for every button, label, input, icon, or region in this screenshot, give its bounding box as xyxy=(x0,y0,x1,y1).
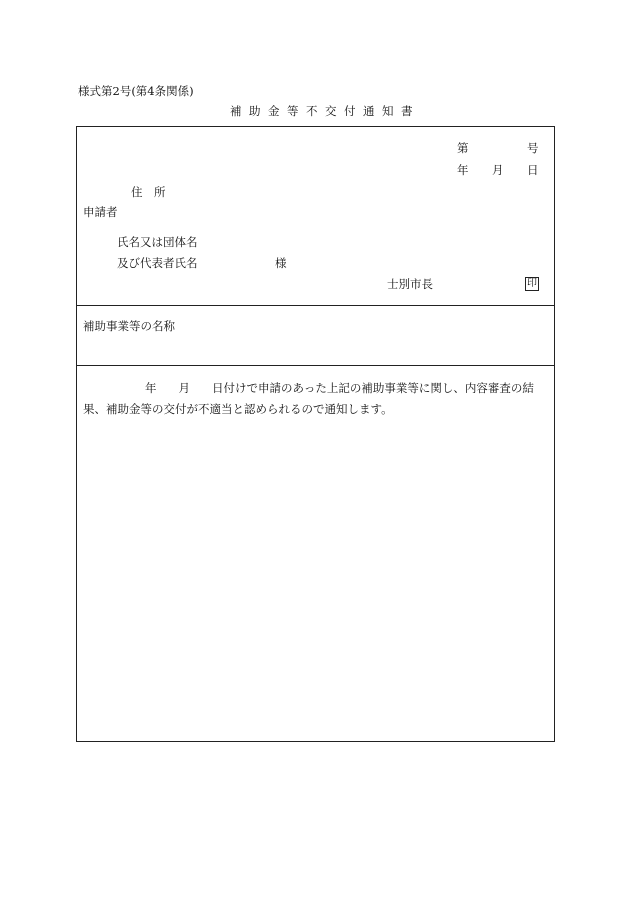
form-number: 様式第2号(第4条関係) xyxy=(78,84,194,98)
honorific: 様 xyxy=(275,256,287,270)
notice-body xyxy=(83,378,549,420)
number-suffix: 号 xyxy=(527,141,539,155)
date-year: 年 xyxy=(457,163,469,177)
address-label: 住 所 xyxy=(131,185,166,199)
body-line2: 果、補助金等の交付が不適当と認められるので通知します。 xyxy=(83,402,393,416)
seal-icon: 印 xyxy=(527,278,537,289)
form-box xyxy=(76,126,555,742)
body-line1: 日付けで申請のあった上記の補助事業等に関し、内容審査の結 xyxy=(212,381,534,395)
applicant-label: 申請者 xyxy=(83,205,118,219)
body-month: 月 xyxy=(178,381,190,395)
number-prefix: 第 xyxy=(457,141,469,155)
date-month: 月 xyxy=(492,163,504,177)
document-title: 補助金等不交付通知書 xyxy=(230,104,420,118)
section-divider xyxy=(77,365,554,366)
body-year: 年 xyxy=(145,381,157,395)
name-label: 氏名又は団体名 xyxy=(117,235,198,249)
date-day: 日 xyxy=(527,163,539,177)
section-divider xyxy=(77,305,554,306)
mayor-label: 士別市長 xyxy=(387,277,433,291)
representative-label: 及び代表者氏名 xyxy=(117,256,198,270)
project-name-label: 補助事業等の名称 xyxy=(83,319,175,333)
